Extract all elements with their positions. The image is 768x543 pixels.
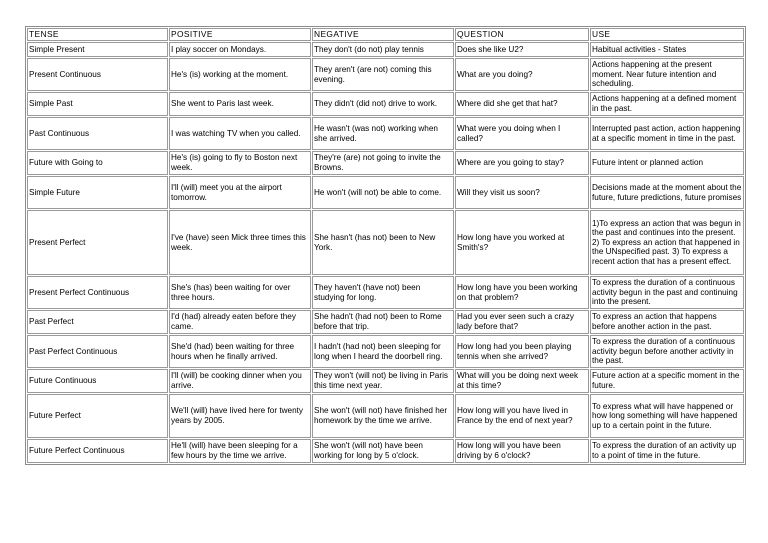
cell-use: Habitual activities - States — [590, 42, 744, 57]
cell-question: What were you doing when I called? — [455, 117, 589, 150]
cell-tense: Present Perfect Continuous — [27, 276, 168, 309]
cell-question: Where are you going to stay? — [455, 151, 589, 175]
cell-tense: Present Perfect — [27, 210, 168, 275]
table-row — [27, 276, 744, 309]
cell-negative: He wasn't (was not) working when she arrived. — [312, 117, 454, 150]
cell-positive: I'll (will) be cooking dinner when you arrive. — [169, 369, 311, 393]
cell-question: How long have you been working on that problem? — [455, 276, 589, 309]
cell-tense: Past Continuous — [27, 117, 168, 150]
tense-table-sheet — [25, 26, 744, 465]
cell-tense: Simple Present — [27, 42, 168, 57]
header-use: USE — [590, 28, 744, 41]
cell-use: Actions happening at a defined moment in the past. — [590, 92, 744, 116]
table-row — [27, 394, 744, 438]
cell-negative: I hadn't (had not) been sleeping for long when I heard the doorbell ring. — [312, 335, 454, 368]
cell-use: Interrupted past action, action happening at a specific moment in time in the past. — [590, 117, 744, 150]
cell-use: Future action at a specific moment in the future. — [590, 369, 744, 393]
header-negative: NEGATIVE — [312, 28, 454, 41]
cell-tense: Future Perfect Continuous — [27, 439, 168, 463]
header-positive: POSITIVE — [169, 28, 311, 41]
cell-negative: They haven't (have not) been studying for long. — [312, 276, 454, 309]
table-row — [27, 117, 744, 150]
cell-question: Had you ever seen such a crazy lady before that? — [455, 310, 589, 334]
cell-negative: She won't (will not) have been working for long by 5 o'clock. — [312, 439, 454, 463]
cell-use: To express an action that happens before another action in the past. — [590, 310, 744, 334]
cell-use: To express the duration of a continuous activity begun before another activity in the past. — [590, 335, 744, 368]
table-row — [27, 439, 744, 463]
cell-question: Does she like U2? — [455, 42, 589, 57]
cell-positive: She went to Paris last week. — [169, 92, 311, 116]
table-row — [27, 310, 744, 334]
cell-negative: She hasn't (has not) been to New York. — [312, 210, 454, 275]
cell-tense: Past Perfect — [27, 310, 168, 334]
cell-positive: I play soccer on Mondays. — [169, 42, 311, 57]
table-row — [27, 151, 744, 175]
cell-negative: They won't (will not) be living in Paris this time next year. — [312, 369, 454, 393]
cell-tense: Past Perfect Continuous — [27, 335, 168, 368]
cell-question: How long had you been playing tennis when she arrived? — [455, 335, 589, 368]
cell-use: Actions happening at the present moment. Near future intention and scheduling. — [590, 58, 744, 91]
table-row — [27, 369, 744, 393]
cell-negative: They aren't (are not) coming this evening. — [312, 58, 454, 91]
cell-positive: She'd (had) been waiting for three hours when he finally arrived. — [169, 335, 311, 368]
cell-positive: We'll (will) have lived here for twenty years by 2005. — [169, 394, 311, 438]
cell-negative: He won't (will not) be able to come. — [312, 176, 454, 209]
table-row — [27, 335, 744, 368]
cell-tense: Future Continuous — [27, 369, 168, 393]
cell-use: Decisions made at the moment about the future, future predictions, future promises — [590, 176, 744, 209]
cell-question: How long will you have been driving by 6 o'clock? — [455, 439, 589, 463]
header-row — [27, 28, 744, 41]
cell-tense: Present Continuous — [27, 58, 168, 91]
cell-use: 1)To express an action that was begun in the past and continues into the present. 2) To express an action that happened in the UNspecified past. 3) To express a recent action that has a present effect. — [590, 210, 744, 275]
cell-negative: They're (are) not going to invite the Browns. — [312, 151, 454, 175]
cell-tense: Simple Past — [27, 92, 168, 116]
cell-use: To express what will have happened or how long something will have happened up to a certain point in the future. — [590, 394, 744, 438]
cell-positive: He's (is) working at the moment. — [169, 58, 311, 91]
cell-question: What will you be doing next week at this time? — [455, 369, 589, 393]
header-tense: TENSE — [27, 28, 168, 41]
cell-question: Where did she get that hat? — [455, 92, 589, 116]
cell-tense: Simple Future — [27, 176, 168, 209]
table-row — [27, 58, 744, 91]
table-row — [27, 210, 744, 275]
cell-negative: She hadn't (had not) been to Rome before that trip. — [312, 310, 454, 334]
cell-question: How long have you worked at Smith's? — [455, 210, 589, 275]
cell-negative: She won't (will not) have finished her homework by the time we arrive. — [312, 394, 454, 438]
cell-positive: I'd (had) already eaten before they came. — [169, 310, 311, 334]
cell-tense: Future with Going to — [27, 151, 168, 175]
cell-positive: He'll (will) have been sleeping for a few hours by the time we arrive. — [169, 439, 311, 463]
table-row — [27, 176, 744, 209]
table-row — [27, 92, 744, 116]
cell-question: How long will you have lived in France by the end of next year? — [455, 394, 589, 438]
cell-use: Future intent or planned action — [590, 151, 744, 175]
cell-positive: He's (is) going to fly to Boston next week. — [169, 151, 311, 175]
cell-positive: I'll (will) meet you at the airport tomorrow. — [169, 176, 311, 209]
tense-table — [25, 26, 746, 465]
cell-use: To express the duration of a continuous activity begun in the past and continuing into the present. — [590, 276, 744, 309]
cell-tense: Future Perfect — [27, 394, 168, 438]
cell-question: What are you doing? — [455, 58, 589, 91]
cell-use: To express the duration of an activity up to a point of time in the future. — [590, 439, 744, 463]
cell-positive: She's (has) been waiting for over three hours. — [169, 276, 311, 309]
cell-positive: I was watching TV when you called. — [169, 117, 311, 150]
cell-negative: They don't (do not) play tennis — [312, 42, 454, 57]
cell-negative: They didn't (did not) drive to work. — [312, 92, 454, 116]
header-question: QUESTION — [455, 28, 589, 41]
cell-question: Will they visit us soon? — [455, 176, 589, 209]
table-row — [27, 42, 744, 57]
cell-positive: I've (have) seen Mick three times this week. — [169, 210, 311, 275]
